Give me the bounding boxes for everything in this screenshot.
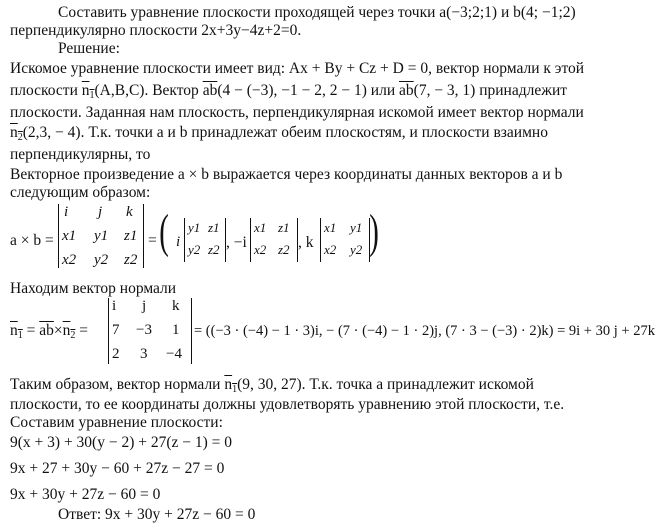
vector-n2 (63, 322, 76, 339)
det-cell: y2 (94, 252, 109, 268)
vector-ab: $\overline{ab}$ (202, 82, 218, 99)
vector-n1 (82, 82, 95, 99)
cross-lhs: a × b = (10, 232, 54, 249)
vector-n2 (10, 124, 23, 141)
text: плоскости (10, 82, 82, 99)
unit-i: i (176, 234, 181, 250)
answer: Ответ: 9x + 30y + 27z − 60 = 0 (58, 506, 256, 523)
vector-ab: $\overline{ab}$ (39, 322, 54, 339)
minor-cell: z2 (208, 242, 220, 257)
minor-cell: y1 (350, 220, 363, 235)
minor-cell: z2 (278, 242, 290, 257)
det-cell: 1 (172, 322, 180, 338)
text: = (75, 322, 89, 339)
vector-n1 (10, 322, 23, 339)
para1-line-3: плоскости. Заданная нам плоскость, перпендикулярная искомой имеет вектор нормали (10, 104, 584, 121)
para1-line-2 (10, 82, 567, 105)
minor-cell: x2 (254, 242, 267, 257)
subscript: 1 (89, 90, 95, 101)
vector-symbol: n (81, 82, 90, 99)
text: (9, 30, 27). Т.к. точка a принадлежит искомой (237, 376, 534, 393)
conclusion-line-2: плоскости, то ее координаты должны удовлетворять уравнению этой плоскости, т.е. (10, 396, 565, 413)
find-normal-heading: Находим вектор нормали (10, 280, 177, 297)
det-cell: z2 (124, 252, 138, 268)
para1-line-7: следующим образом: (10, 184, 151, 201)
equation-1: 9(x + 3) + 30(y − 2) + 27(z − 1) = 0 (10, 434, 233, 451)
minor-cell: x1 (254, 220, 267, 235)
minor-cell: y2 (350, 242, 363, 257)
paren-left: ( (159, 205, 169, 258)
para1-line-5: перпендикулярны, то (10, 146, 151, 163)
text: (A,B,C). Вектор (94, 82, 203, 99)
normal-lhs (10, 322, 88, 345)
text: (7, − 3, 1) принадлежит (413, 82, 568, 99)
det-cell: −4 (166, 346, 182, 362)
normal-rhs: = ((−3 · (−4) − 1 · 3)i, − (7 · (−4) − 1 · 2)j, (7 · 3 − (−3) · 2)k) = 9i + 30 j + 27k (194, 323, 655, 339)
det-cell: j (98, 204, 103, 220)
vector-n1 (224, 376, 237, 393)
equation-2: 9x + 27 + 30y − 60 + 27z − 27 = 0 (10, 460, 225, 477)
solution-label: Решение: (58, 40, 120, 57)
vector-symbol: n (62, 322, 71, 339)
subscript: 1 (232, 384, 238, 395)
problem-line-1: Составить уравнение плоскости проходящей через точки a(−3;2;1) и b(4; −1;2) (58, 4, 576, 21)
text: = (22, 322, 40, 339)
problem-line-2: перпендикулярно плоскости 2x+3y−4z+2=0. (10, 22, 302, 39)
det-cell: i (64, 204, 69, 220)
det-cell: i (112, 298, 117, 314)
para1-line-1: Искомое уравнение плоскости имеет вид: Ax + By + Cz + D = 0, вектор нормали к этой (10, 60, 585, 77)
minor-cell: z1 (278, 220, 290, 235)
conclusion-line-3: Составим уравнение плоскости: (10, 414, 223, 431)
minor-cell: z1 (208, 220, 220, 235)
det-cell: k (126, 204, 133, 220)
det-cell: k (172, 298, 180, 314)
det-cell: x1 (62, 228, 77, 244)
det-cell: 2 (112, 346, 120, 362)
det-cell: 7 (112, 322, 120, 338)
equation-3: 9x + 30y + 27z − 60 = 0 (10, 486, 161, 503)
det-cell: y1 (94, 228, 109, 244)
det-cell: j (142, 298, 147, 314)
minus-i: , −i (226, 234, 247, 251)
para1-line-4 (10, 124, 548, 147)
text: Таким образом, вектор нормали (10, 376, 225, 393)
minor-cell: y2 (188, 242, 201, 257)
subscript: 2 (70, 330, 76, 341)
subscript: 2 (17, 132, 23, 143)
minor-cell: x1 (324, 220, 337, 235)
minor-cell: y1 (188, 220, 201, 235)
paren-right: ) (369, 205, 379, 258)
minor-cell: x2 (324, 242, 337, 257)
cross-sign: × (53, 322, 63, 339)
subscript: 1 (17, 330, 23, 341)
det-cell: x2 (62, 252, 77, 268)
det-cell: −3 (136, 322, 152, 338)
vector-symbol: n (224, 376, 233, 393)
para1-line-6: Векторное произведение a × b выражается через координаты данных векторов a и b (10, 166, 563, 183)
text: (2,3, − 4). Т.к. точки a и b принадлежат обеим плоскостям, и плоскости взаимно (22, 124, 548, 141)
k-term: , k (298, 234, 314, 251)
text: (4 − (−3), −1 − 2, 2 − 1) или (217, 82, 400, 99)
equals: = (148, 232, 157, 249)
vector-symbol: n (10, 124, 18, 141)
vector-ab: $\overline{ab}$ (399, 82, 414, 99)
det-cell: 3 (140, 346, 148, 362)
det-cell: z1 (124, 228, 138, 244)
vector-symbol: n (10, 322, 18, 339)
